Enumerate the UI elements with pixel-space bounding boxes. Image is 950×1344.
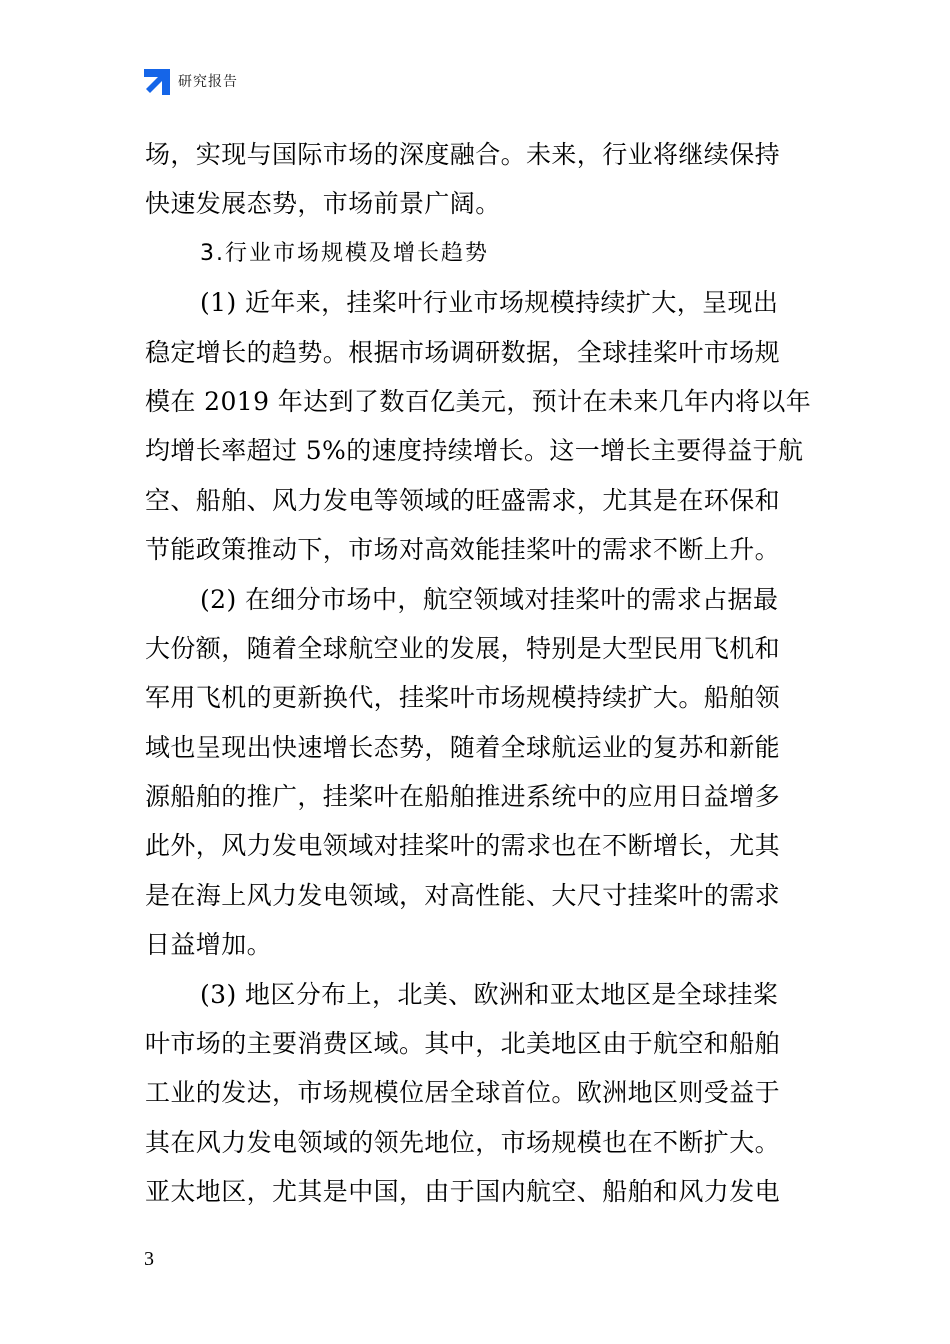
text-line: 稳定增长的趋势。根据市场调研数据，全球挂桨叶市场规 [145,337,781,367]
text-line: 工业的发达，市场规模位居全球首位。欧洲地区则受益于 [145,1078,781,1108]
text-line: (2) 在细分市场中，航空领域对挂桨叶的需求占据最 [200,584,779,614]
text-line: 空、船舶、风力发电等领域的旺盛需求，尤其是在环保和 [145,485,781,515]
report-header [144,68,238,96]
text-line: 叶市场的主要消费区域。其中，北美地区由于航空和船舶 [145,1029,781,1059]
text-line: 均增长率超过 5%的速度持续增长。这一增长主要得益于航 [145,436,804,466]
text-line: 此外，风力发电领域对挂桨叶的需求也在不断增长，尤其 [145,831,781,861]
section-heading: 3.行业市场规模及增长趋势 [200,240,489,266]
text-line: 日益增加。 [145,930,273,960]
header-title: 研究报告 [178,74,238,90]
text-line: 域也呈现出快速增长态势，随着全球航运业的复苏和新能 [145,732,781,762]
text-line: (1) 近年来，挂桨叶行业市场规模持续扩大，呈现出 [200,288,779,318]
text-line: 模在 2019 年达到了数百亿美元，预计在未来几年内将以年 [145,386,812,416]
text-line: 场，实现与国际市场的深度融合。未来，行业将继续保持 [145,140,781,169]
text-line: 源船舶的推广，挂桨叶在船舶推进系统中的应用日益增多 [145,782,781,812]
text-line: 节能政策推动下，市场对高效能挂桨叶的需求不断上升。 [145,535,781,565]
text-line: (3) 地区分布上，北美、欧洲和亚太地区是全球挂桨 [200,979,779,1009]
page-number: 3 [144,1248,154,1270]
text-line: 大份额，随着全球航空业的发展，特别是大型民用飞机和 [145,633,781,663]
text-line: 是在海上风力发电领域，对高性能、大尺寸挂桨叶的需求 [145,880,781,910]
text-line: 快速发展态势，市场前景广阔。 [145,189,501,219]
text-line: 其在风力发电领域的领先地位，市场规模也在不断扩大。 [145,1127,781,1157]
text-line: 军用飞机的更新换代，挂桨叶市场规模持续扩大。船舶领 [145,683,781,713]
arrow-up-right-logo-icon [144,69,170,95]
text-line: 亚太地区，尤其是中国，由于国内航空、船舶和风力发电 [145,1177,781,1207]
document-body [145,130,812,1217]
